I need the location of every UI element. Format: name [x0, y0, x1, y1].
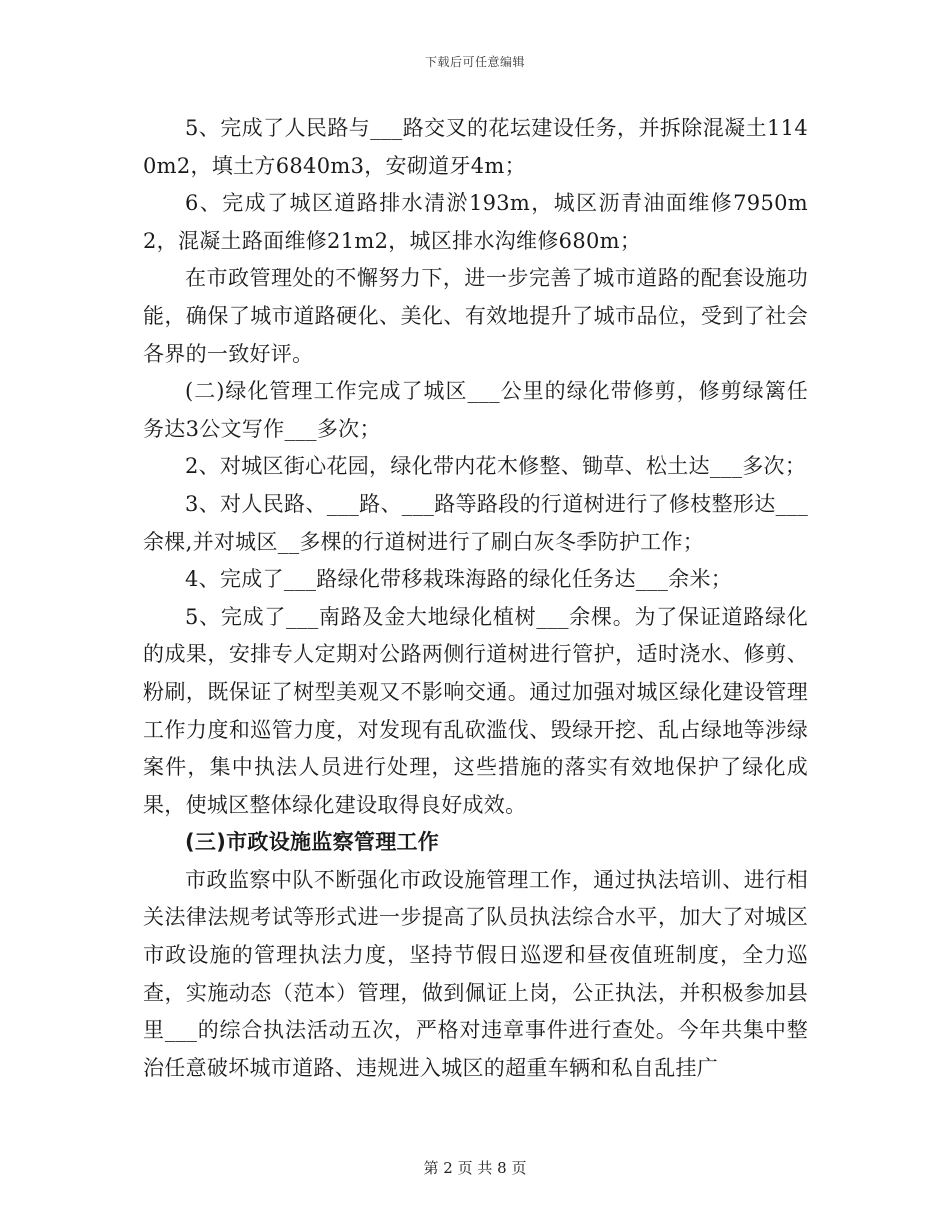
paragraph-road-item-5: 5、完成了人民路与___路交叉的花坛建设任务，并拆除混凝土1140m2，填土方6840m3，安砌道牙4m； — [143, 116, 808, 178]
section-heading: (三)市政设施监察管理工作 — [185, 830, 440, 855]
page-header: 下载后可任意编辑 — [424, 55, 525, 69]
paragraph-municipal-summary: 在市政管理处的不懈努力下，进一步完善了城市道路的配套设施功能，确保了城市道路硬化、美化、有效地提升了城市品位，受到了社会各界的一致好评。 — [143, 266, 808, 366]
page-footer: 第 2 页 共 8 页 — [423, 1159, 527, 1177]
document-body — [143, 110, 808, 1087]
paragraph-road-item-6: 6、完成了城区道路排水清淤193m，城区沥青油面维修7950m2，混凝土路面维修21m2，城区排水沟维修680m； — [143, 191, 808, 253]
paragraph-greening-item-4: 4、完成了___路绿化带移栽珠海路的绿化任务达___余米； — [185, 567, 733, 592]
paragraph-greening-item-2: 2、对城区街心花园，绿化带内花木修整、锄草、松土达___多次； — [185, 454, 807, 479]
paragraph-supervision: 市政监察中队不断强化市政设施管理工作，通过执法培训、进行相关法律法规考试等形式进一步提高了队员执法综合水平，加大了对城区市政设施的管理执法力度，坚持节假日巡逻和昼夜值班制度，全力巡查，实施动态（范本）管理，做到佩证上岗，公正执法，并积极参加县里___的综合执法活动五次，严格对违章事件进行查处。今年共集中整治任意破坏城市道路、违规进入城区的超重车辆和私自乱挂广 — [143, 867, 808, 1080]
paragraph-greening-item-5: 5、完成了___南路及金大地绿化植树___余棵。为了保证道路绿化的成果，安排专人定期对公路两侧行道树进行管护，适时浇水、修剪、粉刷，既保证了树型美观又不影响交通。通过加强对城区绿化建设管理工作力度和巡管力度，对发现有乱砍滥伐、毁绿开挖、乱占绿地等涉绿案件，集中执法人员进行处理，这些措施的落实有效地保护了绿化成果，使城区整体绿化建设取得良好成效。 — [143, 604, 808, 817]
paragraph-greening-intro: (二)绿化管理工作完成了城区___公里的绿化带修剪，修剪绿篱任务达3公文写作___多次； — [143, 379, 808, 441]
paragraph-greening-item-3: 3、对人民路、___路、___路等路段的行道树进行了修枝整形达___余棵,并对城区__多棵的行道树进行了刷白灰冬季防护工作； — [143, 491, 808, 554]
